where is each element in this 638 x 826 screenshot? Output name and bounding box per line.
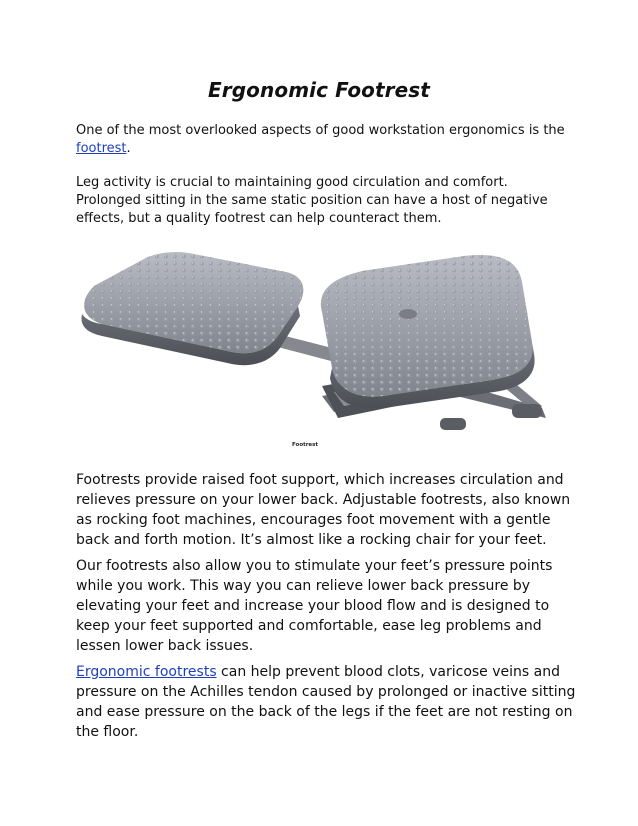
ergonomic-footrests-link[interactable]: Ergonomic footrests bbox=[76, 664, 217, 680]
page-title: Ergonomic Footrest bbox=[208, 78, 430, 102]
intro-period: . bbox=[126, 141, 131, 156]
footrest-product-image bbox=[72, 246, 566, 456]
benefits-paragraph: Footrests provide raised foot support, which increases circulation and relieves pressure on your lower back. Adjustable footrests, also known as rocking foot machines, encourages foot movement with a gentle back and forth motion. It’s almost like a rocking chair for your feet. bbox=[76, 472, 571, 548]
pressure-points-paragraph: Our footrests also allow you to stimulate your feet’s pressure points while you work. This way you can relieve lower back pressure by elevating your feet and increase your blood flow and is designed to keep your feet supported and comfortable, ease leg problems and lessen lower back issues. bbox=[76, 558, 553, 654]
intro-paragraph bbox=[76, 122, 576, 158]
leg-activity-paragraph: Leg activity is crucial to maintaining good circulation and comfort. Prolonged sitting in the same static position can have a host of negative effects, but a quality footrest can help counteract them. bbox=[76, 175, 548, 226]
figure-caption: Footrest bbox=[292, 442, 319, 448]
ergonomic-footrests-paragraph bbox=[76, 662, 576, 742]
footrest-illustration bbox=[72, 246, 566, 456]
ergonomic-footrests-text: can help prevent blood clots, varicose veins and pressure on the Achilles tendon caused by prolonged or inactive sitting and ease pressure on the back of the legs if the feet are not resting on the floor. bbox=[76, 664, 576, 740]
intro-text: One of the most overlooked aspects of good workstation ergonomics is the bbox=[76, 123, 565, 138]
footrest-link[interactable]: footrest bbox=[76, 141, 127, 156]
right-footrest bbox=[321, 255, 546, 430]
left-footrest bbox=[82, 252, 350, 366]
